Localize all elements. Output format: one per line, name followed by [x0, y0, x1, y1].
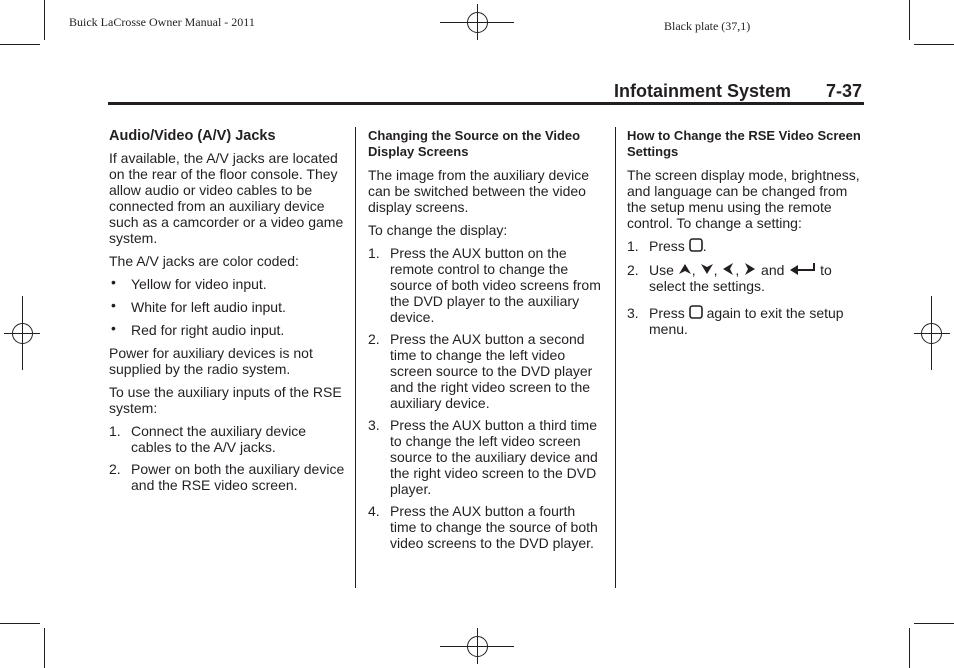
- list-item: • Yellow for video input.: [111, 274, 267, 292]
- bullet-icon: •: [111, 297, 116, 313]
- list-item: • Red for right audio input.: [111, 320, 285, 338]
- column-divider: [615, 127, 616, 588]
- bullet-icon: •: [111, 320, 116, 336]
- plate-label: Black plate (37,1): [664, 19, 751, 33]
- crop-mark: [0, 623, 40, 624]
- list-item: 4. Press the AUX button a fourth time to change the source of both video screens to the DVD player.: [368, 503, 598, 551]
- list-item: 1. Press .: [627, 238, 707, 254]
- power-note: Power for auxiliary devices is not supplied by the radio system.: [109, 345, 313, 377]
- use-intro: To use the auxiliary inputs of the RSE system:: [109, 384, 342, 416]
- menu-button-icon: [689, 238, 703, 252]
- manual-title: Buick LaCrosse Owner Manual - 2011: [69, 15, 255, 29]
- enter-icon: [788, 262, 816, 276]
- rse-settings-heading: How to Change the RSE Video Screen Settings: [627, 128, 861, 159]
- crop-mark: [914, 44, 954, 45]
- crop-mark: [909, 0, 910, 40]
- av-jacks-intro: If available, the A/V jacks are located on the rear of the floor console. They allow audio or video cables to be connected from an auxiliary device such as a camcorder or a video game system.: [109, 150, 344, 246]
- crop-mark: [44, 628, 45, 668]
- header-rule: [108, 102, 864, 105]
- color-coded-intro: The A/V jacks are color coded:: [109, 253, 299, 269]
- crop-mark: [914, 623, 954, 624]
- list-item: 2. Press the AUX button a second time to change the left video screen source to the DVD player and the right video screen to the auxiliary device.: [368, 331, 593, 411]
- up-arrow-icon: [678, 262, 692, 276]
- list-item: 1. Connect the auxiliary device cables to the A/V jacks.: [109, 423, 307, 455]
- change-display-intro: To change the display:: [368, 222, 508, 238]
- changing-source-heading: Changing the Source on the Video Display Screens: [368, 128, 581, 159]
- bullet-icon: •: [111, 274, 116, 290]
- av-jacks-heading: Audio/Video (A/V) Jacks: [109, 128, 276, 144]
- crop-mark: [44, 0, 45, 40]
- list-item: 2. Use , , , and to select the settings.: [627, 262, 832, 294]
- changing-source-intro: The image from the auxiliary device can be switched between the video display screens.: [368, 167, 589, 215]
- list-item: 2. Power on both the auxiliary device and the RSE video screen.: [109, 461, 345, 493]
- list-item: • White for left audio input.: [111, 297, 286, 315]
- column-divider: [355, 127, 356, 588]
- column-changing-source: [368, 128, 604, 557]
- column-av-jacks: [109, 128, 345, 499]
- crop-mark: [909, 628, 910, 668]
- list-item: 1. Press the AUX button on the remote control to change the source of both video screens from the DVD player to the auxiliary device.: [368, 245, 601, 325]
- list-item: 3. Press the AUX button a third time to change the left video screen source to the auxiliary device and the right video screen to the DVD player.: [368, 417, 598, 497]
- right-arrow-icon: [743, 262, 757, 276]
- rse-settings-intro: The screen display mode, brightness, and language can be changed from the setup menu using the remote control. To change a setting:: [627, 167, 860, 231]
- section-title: Infotainment System: [614, 81, 792, 101]
- menu-button-icon: [689, 305, 703, 319]
- column-rse-settings: [627, 128, 863, 343]
- list-item: 3. Press again to exit the setup menu.: [627, 305, 844, 337]
- crop-mark: [0, 44, 40, 45]
- page-number: 7-37: [826, 81, 863, 101]
- left-arrow-icon: [721, 262, 735, 276]
- down-arrow-icon: [700, 262, 714, 276]
